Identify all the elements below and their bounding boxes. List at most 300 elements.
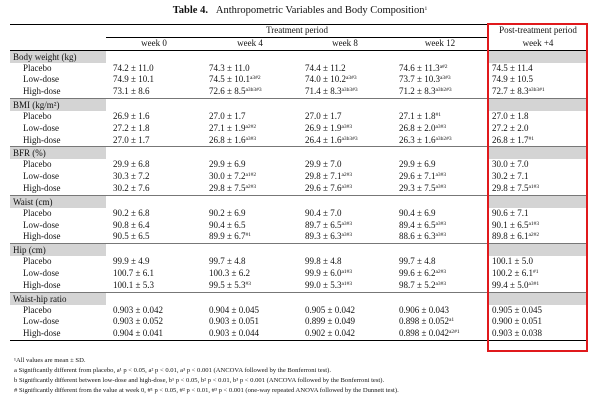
value-text: 99.0 ± 5.3 [305,279,342,290]
column-header-week-8: week 8 [298,37,392,50]
table-row [10,111,588,123]
value-text: 30.2 ± 7.6 [113,182,150,193]
table-row [10,135,588,147]
row-label: Low-dose [23,122,59,133]
value-cell [392,171,488,183]
value-text: 0.898 ± 0.042 [399,328,449,339]
section-filler-cell [202,292,298,305]
significance-marks: #1 [532,268,539,275]
significance-marks: a3#3 [435,232,447,239]
value-cell [106,208,202,220]
table-title-footnote-mark: 1 [424,6,428,12]
value-cell [392,316,488,328]
header-empty-cell [10,25,106,38]
section-filler-cell [298,98,392,111]
section-filler-cell [202,147,298,160]
value-cell [392,305,488,317]
section-filler-cell [392,98,488,111]
value-text: 73.7 ± 10.3 [399,74,440,85]
significance-marks: a3b3#3 [245,87,262,94]
value-cell [106,316,202,328]
section-label: Body weight (kg) [10,50,106,63]
value-text: 89.4 ± 6.5 [399,219,436,230]
value-cell [202,208,298,220]
table-row [10,280,588,292]
value-text: 29.6 ± 7.1 [399,171,436,182]
value-text: 90.4 ± 6.9 [399,207,436,218]
section-filler-cell [106,292,202,305]
value-text: 0.903 ± 0.038 [492,328,542,339]
value-text: 0.905 ± 0.045 [492,304,542,315]
section-label: BFR (%) [10,147,106,160]
value-cell [392,280,488,292]
significance-marks: a2#3 [341,172,353,179]
section-filler-cell [488,147,588,160]
value-text: 30.2 ± 7.1 [492,171,529,182]
significance-marks: a3#3 [341,183,353,190]
value-cell [298,305,392,317]
row-label: Placebo [23,256,52,267]
section-header-row [10,98,588,111]
value-text: 89.3 ± 6.3 [305,231,342,242]
value-text: 90.5 ± 6.5 [113,231,150,242]
value-text: 74.9 ± 10.1 [113,74,154,85]
value-cell [202,231,298,243]
value-cell [106,123,202,135]
value-cell [298,159,392,171]
section-filler-cell [106,50,202,63]
value-text: 26.9 ± 1.9 [305,122,342,133]
column-header-week-12: week 12 [392,37,488,50]
value-cell [488,328,588,340]
value-cell [488,208,588,220]
significance-marks: a1 [448,317,455,324]
value-cell [106,305,202,317]
value-cell [298,111,392,123]
value-text: 88.6 ± 6.3 [399,231,436,242]
value-cell [106,171,202,183]
value-text: 71.4 ± 8.3 [305,86,342,97]
value-text: 99.9 ± 4.9 [113,256,150,267]
section-filler-cell [392,292,488,305]
value-cell [488,316,588,328]
value-cell [392,135,488,147]
post-treatment-period-header: Post-treatment period [488,25,588,38]
significance-marks: a1#3 [528,183,540,190]
value-cell [392,63,488,75]
section-filler-cell [488,195,588,208]
value-cell [488,256,588,268]
significance-marks: a3b2#3 [435,87,452,94]
significance-marks: a3#3 [245,135,257,142]
value-text: 98.7 ± 5.2 [399,279,436,290]
value-cell [202,268,298,280]
column-header-week-4: week 4 [202,37,298,50]
value-text: 26.9 ± 1.6 [113,110,150,121]
value-text: 29.9 ± 6.9 [209,159,246,170]
value-text: 99.7 ± 4.8 [399,256,436,267]
header-row-weeks [10,37,588,50]
value-text: 29.6 ± 7.6 [305,182,342,193]
section-filler-cell [392,195,488,208]
value-cell [298,256,392,268]
significance-marks: a3b3#3 [341,87,358,94]
value-text: 74.2 ± 11.0 [113,62,154,73]
value-text: 0.903 ± 0.051 [209,316,259,327]
section-filler-cell [298,195,392,208]
value-cell [392,328,488,340]
value-cell [488,86,588,98]
value-text: 74.9 ± 10.5 [492,74,533,85]
section-label: Hip (cm) [10,244,106,257]
table-row [10,328,588,340]
value-cell [298,74,392,86]
section-filler-cell [392,50,488,63]
value-cell [202,111,298,123]
value-cell [298,316,392,328]
value-cell [488,159,588,171]
value-cell [298,208,392,220]
value-cell [488,268,588,280]
significance-marks: a2#3 [245,183,257,190]
value-text: 29.8 ± 7.5 [492,182,529,193]
value-cell [392,208,488,220]
value-cell [106,63,202,75]
value-text: 100.3 ± 6.2 [209,267,250,278]
value-cell [298,268,392,280]
table-row [10,171,588,183]
section-filler-cell [392,244,488,257]
value-cell [106,159,202,171]
value-text: 27.0 ± 1.7 [113,134,150,145]
table-caption: Anthropometric Variables and Body Composition [215,5,425,16]
value-text: 27.2 ± 1.8 [113,122,150,133]
value-text: 90.8 ± 6.4 [113,219,150,230]
section-filler-cell [106,147,202,160]
value-text: 0.904 ± 0.041 [113,328,163,339]
value-text: 29.9 ± 6.8 [113,159,150,170]
value-text: 30.0 ± 7.0 [492,159,529,170]
value-text: 30.3 ± 7.2 [113,171,150,182]
section-filler-cell [488,244,588,257]
value-cell [298,171,392,183]
value-text: 72.7 ± 8.3 [492,86,529,97]
footnote: # Significantly different from the value at week 0, #¹ p < 0.05, #² p < 0.01, #³ p < 0.001 (one-way repeated ANOVA followed by the Dunnett test). [14,387,399,394]
value-cell [106,328,202,340]
section-filler-cell [106,195,202,208]
value-text: 0.904 ± 0.045 [209,304,259,315]
treatment-period-header: Treatment period [106,25,488,38]
row-label: High-dose [23,86,61,97]
section-filler-cell [202,195,298,208]
value-cell [106,74,202,86]
section-label: Waist-hip ratio [10,292,106,305]
value-cell [298,220,392,232]
table-row [10,231,588,243]
value-cell [202,171,298,183]
value-text: 90.2 ± 6.9 [209,207,246,218]
column-header-week-0: week 0 [106,37,202,50]
value-text: 0.903 ± 0.044 [209,328,259,339]
value-text: 90.2 ± 6.8 [113,207,150,218]
value-text: 89.7 ± 6.5 [305,219,342,230]
value-text: 29.9 ± 7.0 [305,159,342,170]
value-cell [298,123,392,135]
row-label: Low-dose [23,219,59,230]
table-row [10,268,588,280]
significance-marks: a3#3 [435,183,447,190]
value-cell [106,268,202,280]
significance-marks: a1#2 [245,172,257,179]
value-text: 99.7 ± 4.8 [209,256,246,267]
table-row [10,63,588,75]
value-cell [298,183,392,195]
row-label: Placebo [23,304,52,315]
table-row [10,316,588,328]
significance-marks: a3#3 [345,75,357,82]
table-row [10,123,588,135]
significance-marks: #1 [528,135,534,142]
value-text: 90.1 ± 6.5 [492,219,529,230]
value-text: 89.8 ± 6.1 [492,231,529,242]
section-label: BMI (kg/m²) [10,98,106,111]
value-text: 100.1 ± 5.0 [492,256,533,267]
value-cell [488,123,588,135]
section-header-row [10,50,588,63]
value-text: 0.898 ± 0.052 [399,316,449,327]
value-cell [202,86,298,98]
value-text: 90.6 ± 7.1 [492,207,529,218]
significance-marks: #1 [245,232,251,239]
footnote: ¹All values are mean ± SD. [14,357,86,364]
value-cell [202,159,298,171]
table-row [10,256,588,268]
significance-marks: #1 [435,111,441,118]
value-text: 99.4 ± 5.0 [492,279,529,290]
value-cell [298,86,392,98]
value-text: 99.6 ± 6.2 [399,267,436,278]
table-title [0,5,600,17]
value-cell [202,305,298,317]
value-cell [202,256,298,268]
value-cell [392,231,488,243]
value-text: 74.3 ± 11.0 [209,62,250,73]
value-text: 90.4 ± 6.5 [209,219,246,230]
value-text: 27.2 ± 2.0 [492,122,529,133]
value-text: 29.3 ± 7.5 [399,182,436,193]
value-text: 0.902 ± 0.042 [305,328,355,339]
footnote: b Significantly different between low-dose and high-dose, b¹ p < 0.05, b² p < 0.01, b³ p < 0.001 (ANCOVA followed by the Bonferroni test). [14,377,385,384]
value-cell [392,74,488,86]
value-text: 29.9 ± 6.9 [399,159,436,170]
significance-marks: a3#3 [435,172,447,179]
value-text: 74.0 ± 10.2 [305,74,346,85]
value-cell [392,183,488,195]
value-text: 26.8 ± 2.0 [399,122,436,133]
value-text: 30.0 ± 7.2 [209,171,246,182]
value-cell [488,74,588,86]
table-body [10,50,588,340]
value-text: 26.8 ± 1.6 [209,134,246,145]
significance-marks: a3#3 [341,123,353,130]
value-cell [106,86,202,98]
value-cell [488,220,588,232]
value-cell [392,256,488,268]
value-cell [392,220,488,232]
value-cell [488,305,588,317]
significance-marks: a3#3 [439,75,451,82]
column-header-week-plus-4: week +4 [488,37,588,50]
significance-marks: a3b3#1 [528,87,545,94]
section-filler-cell [106,244,202,257]
section-filler-cell [202,50,298,63]
value-cell [298,280,392,292]
value-text: 29.8 ± 7.1 [305,171,342,182]
row-label: Low-dose [23,74,59,85]
value-cell [488,231,588,243]
footnote: a Significantly different from placebo, a¹ p < 0.05, a² p < 0.01, a³ p < 0.001 (ANCOVA followed by the Bonferroni test). [14,367,331,374]
section-filler-cell [488,98,588,111]
value-cell [488,135,588,147]
significance-marks: a#2 [439,63,448,70]
value-text: 27.1 ± 1.8 [399,110,436,121]
section-header-row [10,147,588,160]
significance-marks: a3#3 [435,280,447,287]
significance-marks: a2#3 [435,268,447,275]
significance-marks: a3b3#3 [341,135,358,142]
value-text: 100.1 ± 5.3 [113,279,154,290]
row-label: High-dose [23,279,61,290]
section-filler-cell [488,50,588,63]
table-row [10,208,588,220]
value-cell [392,86,488,98]
value-text: 100.7 ± 6.1 [113,267,154,278]
section-filler-cell [298,147,392,160]
value-cell [106,231,202,243]
value-text: 71.2 ± 8.3 [399,86,436,97]
row-label: Low-dose [23,267,59,278]
footnotes [14,356,594,396]
row-label: High-dose [10,328,106,340]
section-header-row [10,195,588,208]
value-text: 74.5 ± 10.1 [209,74,250,85]
value-cell [298,328,392,340]
header-row-periods [10,25,588,38]
significance-marks: a3#2 [249,75,261,82]
value-cell [106,220,202,232]
value-text: 89.9 ± 6.7 [209,231,246,242]
value-text: 26.3 ± 1.6 [399,134,436,145]
value-text: 74.5 ± 11.4 [492,62,533,73]
row-label: High-dose [23,231,61,242]
value-cell [298,135,392,147]
value-cell [392,159,488,171]
value-text: 99.5 ± 5.3 [209,279,246,290]
value-cell [488,111,588,123]
value-text: 0.903 ± 0.042 [113,304,163,315]
value-text: 27.0 ± 1.8 [492,110,529,121]
anthropometric-table [10,24,588,341]
value-cell [202,280,298,292]
section-filler-cell [202,98,298,111]
significance-marks: a3#3 [341,232,353,239]
row-label: Placebo [23,110,52,121]
value-cell [392,123,488,135]
value-text: 27.0 ± 1.7 [305,110,342,121]
row-label: Low-dose [23,316,59,327]
value-text: 26.8 ± 1.7 [492,134,529,145]
value-cell [202,135,298,147]
significance-marks: a2#2 [528,232,540,239]
value-cell [392,111,488,123]
value-text: 99.8 ± 4.8 [305,256,342,267]
value-text: 100.2 ± 6.1 [492,267,533,278]
section-header-row [10,244,588,257]
significance-marks: a1#3 [341,280,353,287]
section-filler-cell [392,147,488,160]
significance-marks: a3#3 [435,220,447,227]
section-filler-cell [298,292,392,305]
value-text: 90.4 ± 7.0 [305,207,342,218]
table-row [10,183,588,195]
value-text: 72.6 ± 8.5 [209,86,246,97]
value-text: 29.8 ± 7.5 [209,182,246,193]
section-filler-cell [106,98,202,111]
row-label: Placebo [23,62,52,73]
value-cell [202,183,298,195]
significance-marks: a1#3 [341,268,353,275]
row-label: High-dose [23,182,61,193]
significance-marks: #3 [245,280,251,287]
table-row [10,220,588,232]
value-text: 0.903 ± 0.052 [113,316,163,327]
value-cell [106,183,202,195]
value-cell [202,63,298,75]
significance-marks: a1#3 [528,220,540,227]
table-row [10,74,588,86]
significance-marks: a3#1 [528,280,540,287]
section-label: Waist (cm) [10,195,106,208]
value-cell [298,231,392,243]
table-number: Table 4. [172,5,208,16]
table-row [10,86,588,98]
value-cell [202,74,298,86]
section-filler-cell [298,244,392,257]
value-text: 74.6 ± 11.3 [399,62,440,73]
value-text: 99.9 ± 6.0 [305,267,342,278]
value-cell [488,171,588,183]
value-cell [392,268,488,280]
value-cell [106,280,202,292]
value-text: 27.0 ± 1.7 [209,110,246,121]
significance-marks: a2#1 [448,329,460,336]
value-text: 27.1 ± 1.9 [209,122,246,133]
table-row [10,159,588,171]
value-cell [488,280,588,292]
header-empty-cell [10,37,106,50]
row-label: High-dose [23,134,61,145]
table-row [10,305,588,317]
value-cell [298,63,392,75]
value-cell [202,220,298,232]
significance-marks: a3#3 [341,220,353,227]
value-cell [106,111,202,123]
value-text: 74.4 ± 11.2 [305,62,346,73]
value-cell [202,316,298,328]
row-label: Placebo [23,159,52,170]
value-cell [488,63,588,75]
value-text: 73.1 ± 8.6 [113,86,150,97]
